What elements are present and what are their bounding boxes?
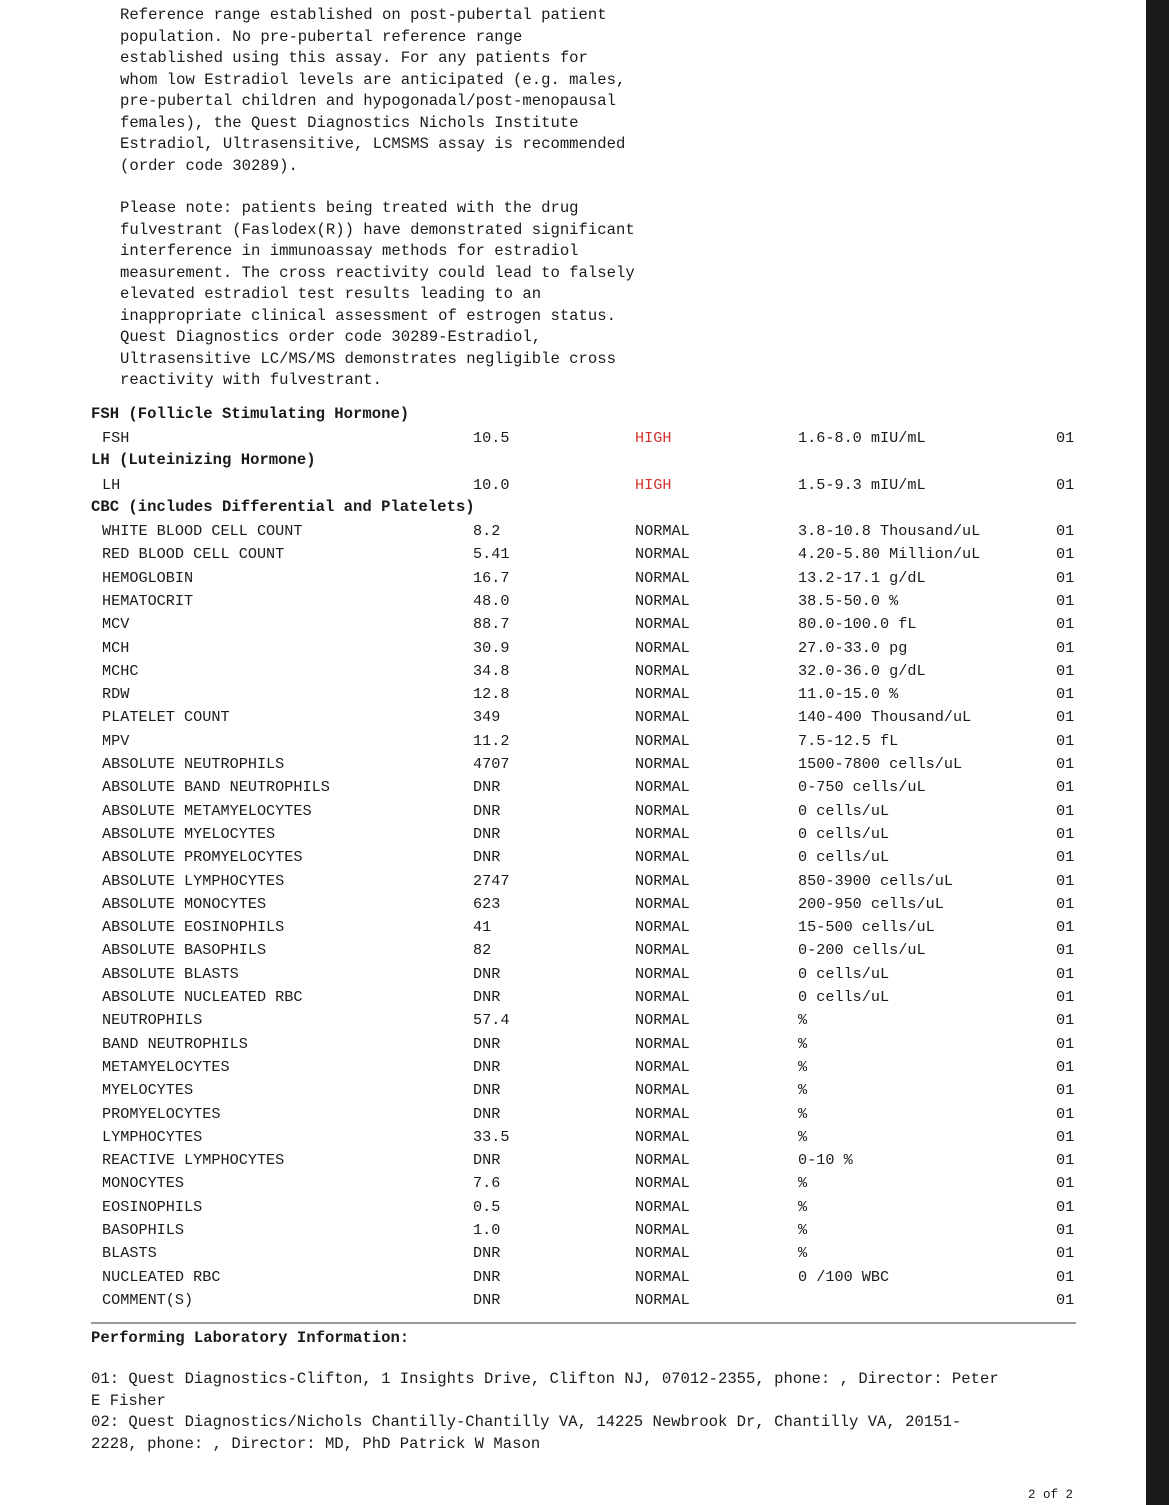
result-row: [0, 730, 1146, 752]
reference-range: %: [798, 1011, 808, 1030]
reference-range: 32.0-36.0 g/dL: [798, 661, 926, 680]
result-row: [0, 870, 1146, 892]
result-value: DNR: [473, 1081, 501, 1100]
result-row: [0, 1126, 1146, 1148]
test-name: ABSOLUTE MYELOCYTES: [102, 824, 276, 843]
result-row: [0, 1196, 1146, 1218]
result-row: [0, 1103, 1146, 1125]
lab-code: 01: [1056, 545, 1075, 564]
test-name: ABSOLUTE METAMYELOCYTES: [102, 801, 312, 820]
result-row: [0, 427, 1146, 449]
result-value: DNR: [473, 1151, 501, 1170]
result-flag: NORMAL: [635, 801, 690, 820]
result-row: [0, 590, 1146, 612]
reference-range: 15-500 cells/uL: [798, 918, 935, 937]
result-row: [0, 637, 1146, 659]
result-value: 10.5: [473, 429, 510, 447]
result-value: 5.41: [473, 545, 510, 564]
test-name: LYMPHOCYTES: [102, 1127, 203, 1146]
result-value: 30.9: [473, 638, 510, 657]
result-flag: NORMAL: [635, 1290, 690, 1309]
result-flag: NORMAL: [635, 778, 690, 797]
lab-code: 01: [1056, 1034, 1075, 1053]
result-value: 12.8: [473, 685, 510, 704]
reference-range: %: [798, 1221, 808, 1239]
reference-range: %: [798, 1104, 808, 1123]
result-row: [0, 1242, 1146, 1264]
lab-code: 01: [1056, 824, 1075, 843]
reference-range: 11.0-15.0 %: [798, 685, 899, 704]
section-divider: [91, 1322, 1076, 1324]
result-value: 1.0: [473, 1221, 501, 1239]
test-name: REACTIVE LYMPHOCYTES: [102, 1151, 285, 1170]
lab-code: 01: [1056, 1104, 1075, 1123]
result-row: [0, 963, 1146, 985]
reference-range: 13.2-17.1 g/dL: [798, 568, 926, 587]
result-flag: NORMAL: [635, 661, 690, 680]
result-flag: NORMAL: [635, 708, 690, 727]
result-value: 623: [473, 894, 501, 913]
result-flag: NORMAL: [635, 615, 690, 634]
test-name: ABSOLUTE BASOPHILS: [102, 941, 267, 960]
result-flag: NORMAL: [635, 848, 690, 867]
lab-code: 01: [1056, 731, 1075, 750]
result-value: 41: [473, 918, 492, 937]
result-value: DNR: [473, 778, 501, 797]
reference-range: 27.0-33.0 pg: [798, 638, 908, 657]
result-flag: NORMAL: [635, 1221, 690, 1239]
result-flag: NORMAL: [635, 964, 690, 983]
reference-range: 0 cells/uL: [798, 848, 890, 867]
page-number: 2 of 2: [1028, 1488, 1074, 1502]
result-value: DNR: [473, 1267, 501, 1286]
reference-range: 0 cells/uL: [798, 988, 890, 1006]
test-name: WHITE BLOOD CELL COUNT: [102, 522, 303, 540]
result-row: [0, 986, 1146, 1008]
result-flag: HIGH: [635, 476, 672, 494]
test-name: ABSOLUTE BLASTS: [102, 964, 239, 983]
result-flag: NORMAL: [635, 1034, 690, 1053]
lab-code: 01: [1056, 848, 1075, 867]
result-row: [0, 1033, 1146, 1055]
result-value: 82: [473, 941, 492, 960]
reference-range: 140-400 Thousand/uL: [798, 708, 972, 727]
result-row: [0, 1172, 1146, 1194]
result-value: DNR: [473, 1104, 501, 1123]
result-row: [0, 1079, 1146, 1101]
result-value: DNR: [473, 1244, 501, 1263]
lab-code: 01: [1056, 1244, 1075, 1263]
result-flag: NORMAL: [635, 1151, 690, 1170]
result-row: [0, 846, 1146, 868]
lab-code: 01: [1056, 1151, 1075, 1170]
result-flag: NORMAL: [635, 871, 690, 890]
reference-range: %: [798, 1081, 808, 1100]
lab-code: 01: [1056, 964, 1075, 983]
result-row: [0, 753, 1146, 775]
result-value: 57.4: [473, 1011, 510, 1030]
result-value: 7.6: [473, 1174, 501, 1193]
reference-range: %: [798, 1244, 808, 1263]
result-value: 4707: [473, 755, 510, 773]
test-name: EOSINOPHILS: [102, 1197, 203, 1216]
lab-code: 01: [1056, 871, 1075, 890]
result-flag: NORMAL: [635, 1267, 690, 1286]
reference-range: 0-10 %: [798, 1151, 853, 1170]
section-title-cbc: CBC (includes Differential and Platelets): [91, 498, 475, 516]
result-row: [0, 1266, 1146, 1288]
result-value: 10.0: [473, 476, 510, 494]
test-name: MPV: [102, 731, 130, 750]
reference-range: %: [798, 1057, 808, 1076]
result-value: DNR: [473, 1034, 501, 1053]
lab-code: 01: [1056, 755, 1075, 773]
result-row: [0, 800, 1146, 822]
result-row: [0, 916, 1146, 938]
result-row: [0, 660, 1146, 682]
reference-range: 4.20-5.80 Million/uL: [798, 545, 981, 564]
result-value: 16.7: [473, 568, 510, 587]
test-name: ABSOLUTE NEUTROPHILS: [102, 755, 285, 773]
result-flag: NORMAL: [635, 731, 690, 750]
lab-code: 01: [1056, 778, 1075, 797]
result-flag: NORMAL: [635, 545, 690, 564]
reference-range: 0 cells/uL: [798, 824, 890, 843]
result-flag: NORMAL: [635, 522, 690, 540]
reference-range: 7.5-12.5 fL: [798, 731, 899, 750]
result-flag: NORMAL: [635, 1244, 690, 1263]
section-title-lh: LH (Luteinizing Hormone): [91, 451, 316, 469]
reference-range: 3.8-10.8 Thousand/uL: [798, 522, 981, 540]
lab-code: 01: [1056, 1267, 1075, 1286]
test-name: MCH: [102, 638, 130, 657]
result-flag: NORMAL: [635, 988, 690, 1006]
lab-code: 01: [1056, 685, 1075, 704]
lab-code: 01: [1056, 615, 1075, 634]
result-flag: NORMAL: [635, 1057, 690, 1076]
lab-code: 01: [1056, 988, 1075, 1006]
reference-range: 200-950 cells/uL: [798, 894, 944, 913]
lab-code: 01: [1056, 708, 1075, 727]
result-value: DNR: [473, 848, 501, 867]
result-flag: NORMAL: [635, 1197, 690, 1216]
result-row: [0, 1149, 1146, 1171]
result-flag: NORMAL: [635, 1127, 690, 1146]
reference-range: %: [798, 1174, 808, 1193]
test-name: ABSOLUTE NUCLEATED RBC: [102, 988, 303, 1006]
test-name: MONOCYTES: [102, 1174, 185, 1193]
reference-range: 0 cells/uL: [798, 801, 890, 820]
result-value: DNR: [473, 1290, 501, 1309]
result-value: 2747: [473, 871, 510, 890]
test-name: BAND NEUTROPHILS: [102, 1034, 248, 1053]
test-name: METAMYELOCYTES: [102, 1057, 230, 1076]
result-value: 0.5: [473, 1197, 501, 1216]
result-row: [0, 474, 1146, 496]
result-row: [0, 776, 1146, 798]
lab-code: 01: [1056, 661, 1075, 680]
result-flag: HIGH: [635, 429, 672, 447]
test-name: HEMATOCRIT: [102, 591, 194, 610]
test-name: FSH: [102, 429, 130, 447]
reference-range: 1500-7800 cells/uL: [798, 755, 963, 773]
lab-code: 01: [1056, 476, 1075, 494]
test-name: ABSOLUTE EOSINOPHILS: [102, 918, 285, 937]
lab-code: 01: [1056, 1290, 1075, 1309]
result-row: [0, 567, 1146, 589]
fulvestrant-note: Please note: patients being treated with the drug fulvestrant (Faslodex(R)) have demonstrated significant interference in immunoassay methods for estradiol measurement. The cross reactivity could lead to falsely elevated estradiol test results leading to an inappropriate clinical assessment of estrogen status. Quest Diagnostics order code 30289-Estradiol, Ultrasensitive LC/MS/MS demonstrates negligible cross reactivity with fulvestrant.: [120, 199, 635, 389]
test-name: ABSOLUTE LYMPHOCYTES: [102, 871, 285, 890]
lab-code: 01: [1056, 918, 1075, 937]
test-name: RDW: [102, 685, 130, 704]
result-value: 33.5: [473, 1127, 510, 1146]
test-name: BASOPHILS: [102, 1221, 185, 1239]
test-name: MCHC: [102, 661, 139, 680]
lab-code: 01: [1056, 1011, 1075, 1030]
result-flag: NORMAL: [635, 894, 690, 913]
result-flag: NORMAL: [635, 591, 690, 610]
section-title-fsh: FSH (Follicle Stimulating Hormone): [91, 405, 410, 423]
test-name: RED BLOOD CELL COUNT: [102, 545, 285, 564]
result-flag: NORMAL: [635, 1174, 690, 1193]
reference-range: 1.6-8.0 mIU/mL: [798, 429, 926, 447]
reference-range: 80.0-100.0 fL: [798, 615, 917, 634]
result-flag: NORMAL: [635, 1104, 690, 1123]
result-row: [0, 520, 1146, 542]
reference-range: 0 /100 WBC: [798, 1267, 890, 1286]
reference-range: 38.5-50.0 %: [798, 591, 899, 610]
result-flag: NORMAL: [635, 568, 690, 587]
test-name: MYELOCYTES: [102, 1081, 194, 1100]
lab-code: 01: [1056, 801, 1075, 820]
lab-code: 01: [1056, 1197, 1075, 1216]
result-row: [0, 823, 1146, 845]
lab-code: 01: [1056, 522, 1075, 540]
result-flag: NORMAL: [635, 1011, 690, 1030]
lab-code: 01: [1056, 568, 1075, 587]
result-flag: NORMAL: [635, 941, 690, 960]
result-row: [0, 706, 1146, 728]
estradiol-reference-note: Reference range established on post-pubertal patient population. No pre-pubertal reference range established using this assay. For any patients for whom low Estradiol levels are anticipated (e.g. males, pre-pubertal children and hypogonadal/post-menopausal females), the Quest Diagnostics Nichols Institute Estradiol, Ultrasensitive, LCMSMS assay is recommended (order code 30289).: [120, 6, 626, 175]
reference-range: 1.5-9.3 mIU/mL: [798, 476, 926, 494]
lab-code: 01: [1056, 894, 1075, 913]
lab-code: 01: [1056, 1081, 1075, 1100]
test-name: PLATELET COUNT: [102, 708, 230, 727]
performing-lab-details: 01: Quest Diagnostics-Clifton, 1 Insights Drive, Clifton NJ, 07012-2355, phone: , Director: Peter E Fisher 02: Quest Diagnostics/Nichols Chantilly-Chantilly VA, 14225 Newbrook Dr, Chantilly VA, 20151- 2228, phone: , Director: MD, PhD Patrick W Mason: [91, 1370, 999, 1453]
result-row: [0, 683, 1146, 705]
performing-lab-heading: Performing Laboratory Information:: [91, 1329, 410, 1347]
result-flag: NORMAL: [635, 1081, 690, 1100]
reference-range: 0-750 cells/uL: [798, 778, 926, 797]
result-flag: NORMAL: [635, 824, 690, 843]
result-flag: NORMAL: [635, 685, 690, 704]
result-row: [0, 543, 1146, 565]
result-value: 11.2: [473, 731, 510, 750]
test-name: ABSOLUTE PROMYELOCYTES: [102, 848, 303, 867]
result-row: [0, 1009, 1146, 1031]
result-value: 48.0: [473, 591, 510, 610]
test-name: PROMYELOCYTES: [102, 1104, 221, 1123]
lab-code: 01: [1056, 1127, 1075, 1146]
result-flag: NORMAL: [635, 638, 690, 657]
reference-range: 850-3900 cells/uL: [798, 871, 953, 890]
result-value: 34.8: [473, 661, 510, 680]
test-name: MCV: [102, 615, 130, 634]
test-name: NUCLEATED RBC: [102, 1267, 221, 1286]
test-name: ABSOLUTE MONOCYTES: [102, 894, 267, 913]
test-name: NEUTROPHILS: [102, 1011, 203, 1030]
lab-code: 01: [1056, 638, 1075, 657]
reference-range: %: [798, 1197, 808, 1216]
reference-range: %: [798, 1127, 808, 1146]
result-row: [0, 1289, 1146, 1311]
result-value: 349: [473, 708, 501, 727]
reference-range: 0-200 cells/uL: [798, 941, 926, 960]
result-value: 88.7: [473, 615, 510, 634]
lab-code: 01: [1056, 1174, 1075, 1193]
result-value: DNR: [473, 988, 501, 1006]
result-value: DNR: [473, 1057, 501, 1076]
test-name: COMMENT(S): [102, 1290, 194, 1309]
lab-code: 01: [1056, 591, 1075, 610]
lab-code: 01: [1056, 429, 1075, 447]
result-value: DNR: [473, 824, 501, 843]
result-row: [0, 613, 1146, 635]
reference-range: 0 cells/uL: [798, 964, 890, 983]
lab-code: 01: [1056, 1057, 1075, 1076]
test-name: LH: [102, 476, 121, 494]
test-name: HEMOGLOBIN: [102, 568, 194, 587]
result-row: [0, 893, 1146, 915]
reference-range: %: [798, 1034, 808, 1053]
result-row: [0, 1056, 1146, 1078]
result-row: [0, 1219, 1146, 1241]
result-row: [0, 939, 1146, 961]
test-name: BLASTS: [102, 1244, 157, 1263]
result-value: DNR: [473, 801, 501, 820]
result-flag: NORMAL: [635, 918, 690, 937]
lab-code: 01: [1056, 941, 1075, 960]
test-name: ABSOLUTE BAND NEUTROPHILS: [102, 778, 330, 797]
result-value: DNR: [473, 964, 501, 983]
result-value: 8.2: [473, 522, 501, 540]
result-flag: NORMAL: [635, 755, 690, 773]
lab-code: 01: [1056, 1221, 1075, 1239]
